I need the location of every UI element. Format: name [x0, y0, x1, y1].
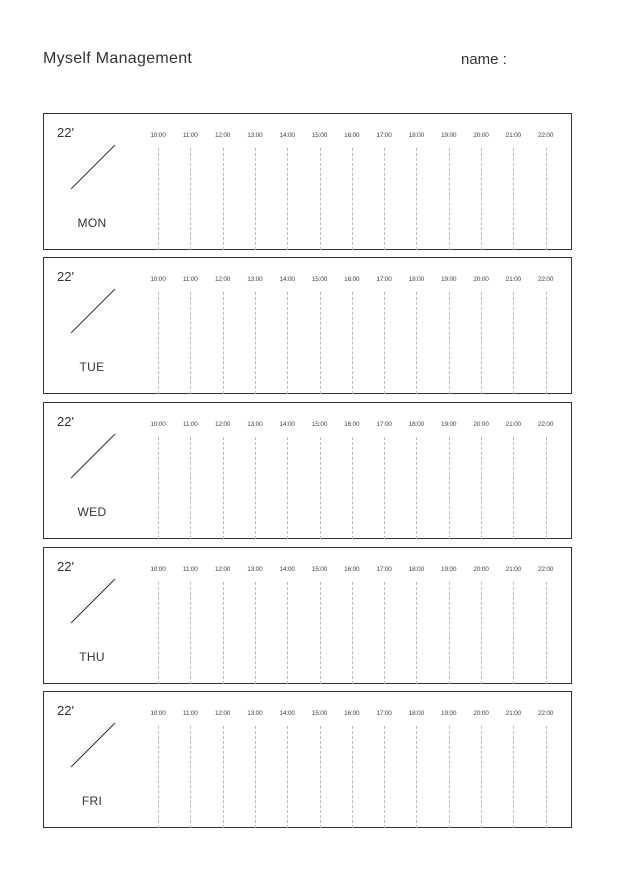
time-label: 16:00	[344, 566, 360, 573]
time-label: 11:00	[182, 710, 198, 717]
time-label: 13:00	[247, 421, 263, 428]
time-gridline	[158, 582, 159, 684]
time-label: 17:00	[376, 421, 392, 428]
time-label: 10:00	[150, 421, 166, 428]
time-gridline	[449, 437, 450, 539]
day-block-fri	[43, 691, 572, 828]
time-gridline	[416, 582, 417, 684]
time-label: 20:00	[473, 276, 489, 283]
time-gridline	[255, 582, 256, 684]
time-gridline	[190, 582, 191, 684]
time-label: 11:00	[182, 276, 198, 283]
time-label: 12:00	[214, 710, 231, 717]
time-label: 22:00	[537, 132, 554, 139]
time-label: 14:00	[279, 132, 295, 139]
time-label: 19:00	[441, 566, 457, 573]
day-label: THU	[79, 650, 105, 664]
time-label: 19:00	[441, 276, 457, 283]
year-mark: 22'	[57, 125, 74, 140]
time-gridline	[384, 148, 385, 250]
time-gridline	[190, 292, 191, 394]
time-gridline	[287, 292, 288, 394]
time-label: 22:00	[537, 566, 554, 573]
time-gridline	[513, 148, 514, 250]
time-label: 12:00	[214, 276, 231, 283]
time-gridline	[384, 292, 385, 394]
time-gridline	[416, 148, 417, 250]
time-label: 22:00	[537, 421, 554, 428]
time-gridline	[384, 437, 385, 539]
time-gridline	[255, 292, 256, 394]
time-label: 15:00	[311, 710, 328, 717]
time-label: 19:00	[441, 421, 457, 428]
time-gridline	[352, 582, 353, 684]
time-gridline	[320, 726, 321, 828]
time-gridline	[320, 437, 321, 539]
time-gridline	[287, 726, 288, 828]
time-gridline	[320, 292, 321, 394]
time-gridline	[223, 437, 224, 539]
time-gridline	[158, 726, 159, 828]
time-label: 10:00	[150, 132, 166, 139]
time-label: 14:00	[279, 276, 295, 283]
time-label: 18:00	[408, 710, 425, 717]
date-slash	[70, 722, 116, 768]
time-gridline	[481, 726, 482, 828]
time-label: 11:00	[182, 132, 198, 139]
day-label: MON	[77, 216, 107, 230]
time-label: 12:00	[214, 566, 231, 573]
time-gridline	[546, 582, 547, 684]
time-label: 16:00	[344, 710, 360, 717]
day-block-mon	[43, 113, 572, 250]
time-gridline	[513, 437, 514, 539]
time-label: 20:00	[473, 132, 489, 139]
date-slash	[70, 288, 116, 334]
name-label: name :	[461, 51, 507, 68]
time-gridline	[546, 437, 547, 539]
time-gridline	[546, 292, 547, 394]
time-gridline	[223, 148, 224, 250]
time-label: 18:00	[408, 276, 425, 283]
year-mark: 22'	[57, 559, 74, 574]
time-gridline	[513, 726, 514, 828]
year-mark: 22'	[57, 703, 74, 718]
year-mark: 22'	[57, 269, 74, 284]
time-label: 21:00	[505, 276, 521, 283]
time-gridline	[513, 292, 514, 394]
time-gridline	[546, 148, 547, 250]
time-gridline	[287, 582, 288, 684]
time-label: 22:00	[537, 276, 554, 283]
time-gridline	[384, 726, 385, 828]
time-gridline	[352, 726, 353, 828]
time-label: 15:00	[311, 566, 328, 573]
day-block-tue	[43, 257, 572, 394]
time-label: 19:00	[441, 710, 457, 717]
time-label: 12:00	[214, 132, 231, 139]
time-label: 13:00	[247, 566, 263, 573]
time-label: 16:00	[344, 276, 360, 283]
time-label: 10:00	[150, 710, 166, 717]
time-label: 14:00	[279, 710, 295, 717]
time-label: 15:00	[311, 421, 328, 428]
time-label: 12:00	[214, 421, 231, 428]
time-label: 21:00	[505, 421, 521, 428]
day-block-wed	[43, 402, 572, 539]
time-label: 18:00	[408, 566, 425, 573]
time-label: 15:00	[311, 132, 328, 139]
time-gridline	[158, 292, 159, 394]
date-slash	[70, 144, 116, 190]
day-block-thu	[43, 547, 572, 684]
time-gridline	[287, 437, 288, 539]
time-gridline	[449, 582, 450, 684]
time-gridline	[352, 437, 353, 539]
time-label: 20:00	[473, 421, 489, 428]
time-gridline	[416, 292, 417, 394]
time-label: 18:00	[408, 421, 425, 428]
time-gridline	[449, 148, 450, 250]
time-label: 15:00	[311, 276, 328, 283]
time-label: 11:00	[182, 421, 198, 428]
time-gridline	[352, 148, 353, 250]
date-slash	[70, 578, 116, 624]
time-gridline	[190, 726, 191, 828]
time-label: 13:00	[247, 710, 263, 717]
time-gridline	[416, 437, 417, 539]
time-gridline	[223, 726, 224, 828]
time-gridline	[449, 292, 450, 394]
time-gridline	[190, 437, 191, 539]
time-label: 18:00	[408, 132, 425, 139]
time-label: 17:00	[376, 276, 392, 283]
time-label: 14:00	[279, 421, 295, 428]
time-label: 10:00	[150, 276, 166, 283]
time-label: 21:00	[505, 710, 521, 717]
time-label: 19:00	[441, 132, 457, 139]
time-gridline	[255, 726, 256, 828]
time-gridline	[223, 582, 224, 684]
time-gridline	[158, 148, 159, 250]
time-gridline	[481, 437, 482, 539]
time-label: 17:00	[376, 710, 392, 717]
time-gridline	[255, 437, 256, 539]
time-label: 13:00	[247, 276, 263, 283]
time-gridline	[481, 148, 482, 250]
time-label: 20:00	[473, 566, 489, 573]
time-gridline	[287, 148, 288, 250]
time-gridline	[190, 148, 191, 250]
time-gridline	[481, 582, 482, 684]
time-gridline	[449, 726, 450, 828]
time-label: 13:00	[247, 132, 263, 139]
time-label: 20:00	[473, 710, 489, 717]
day-label: FRI	[81, 794, 103, 808]
time-label: 21:00	[505, 566, 521, 573]
time-gridline	[513, 582, 514, 684]
time-label: 22:00	[537, 710, 554, 717]
time-label: 16:00	[344, 132, 360, 139]
time-gridline	[255, 148, 256, 250]
year-mark: 22'	[57, 414, 74, 429]
day-label: TUE	[79, 360, 105, 374]
time-label: 21:00	[505, 132, 521, 139]
time-gridline	[223, 292, 224, 394]
time-gridline	[416, 726, 417, 828]
time-gridline	[546, 726, 547, 828]
time-label: 11:00	[182, 566, 198, 573]
page-title: Myself Management	[43, 50, 193, 67]
time-label: 17:00	[376, 566, 392, 573]
time-gridline	[320, 148, 321, 250]
time-gridline	[158, 437, 159, 539]
time-label: 16:00	[344, 421, 360, 428]
time-gridline	[320, 582, 321, 684]
date-slash	[70, 433, 116, 479]
time-label: 10:00	[150, 566, 166, 573]
time-gridline	[352, 292, 353, 394]
time-label: 17:00	[376, 132, 392, 139]
time-gridline	[481, 292, 482, 394]
time-gridline	[384, 582, 385, 684]
day-label: WED	[77, 505, 107, 519]
time-label: 14:00	[279, 566, 295, 573]
